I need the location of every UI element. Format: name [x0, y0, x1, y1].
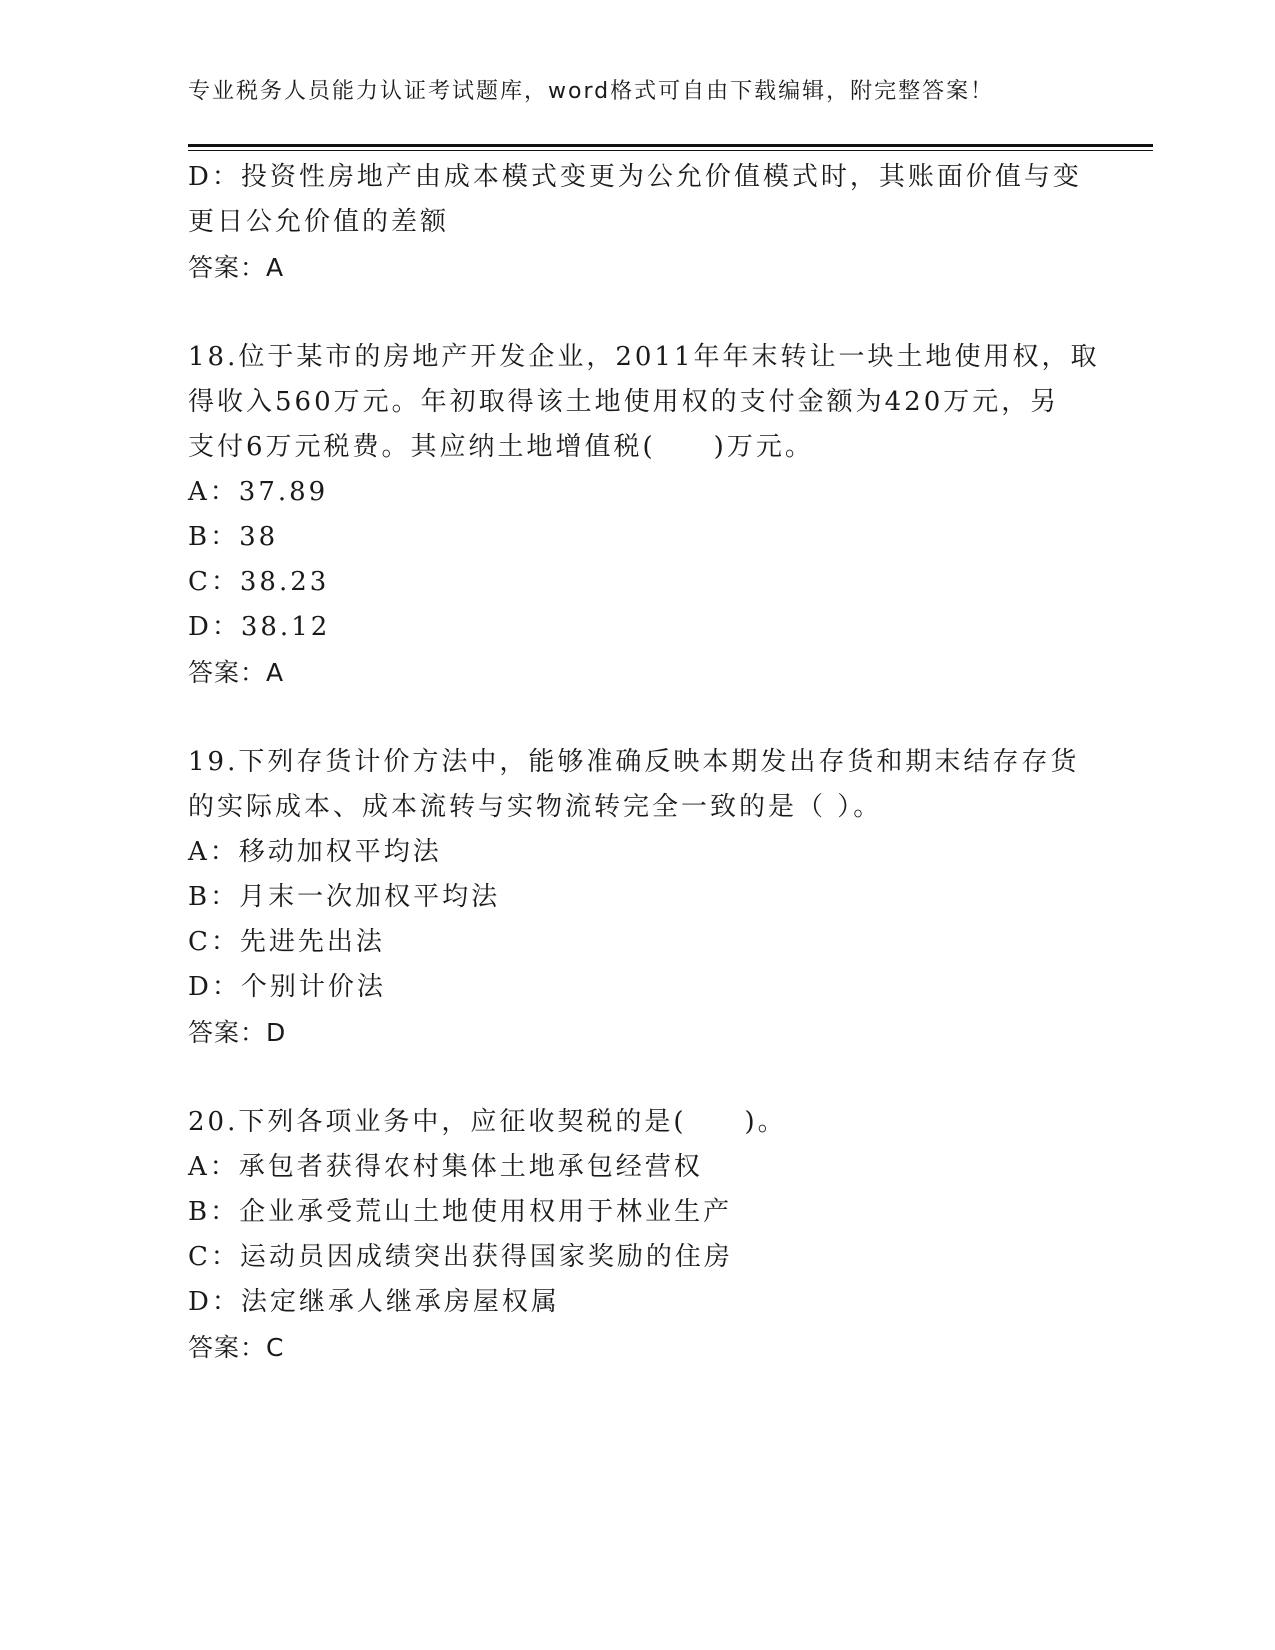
option-a: A：承包者获得农村集体土地承包经营权	[188, 1152, 703, 1182]
answer: 答案：D	[188, 1018, 287, 1047]
header-rule-thin	[188, 150, 1153, 151]
option-d: D：38.12	[188, 612, 331, 642]
option-a: A：移动加权平均法	[188, 837, 442, 867]
spacer	[188, 290, 1088, 335]
option-b: B：38	[188, 522, 279, 552]
header-rule-thick	[188, 144, 1153, 147]
option-c: C：先进先出法	[188, 927, 385, 957]
question-19	[188, 740, 1088, 1055]
option-d-line: D：投资性房地产由成本模式变更为公允价值模式时，其账面价值与变	[188, 162, 1082, 192]
option-b: B：企业承受荒山土地使用权用于林业生产	[188, 1197, 733, 1227]
option-a: A：37.89	[188, 477, 329, 507]
question-stem-line: 支付6万元税费。其应纳土地增值税( )万元。	[188, 432, 814, 462]
question-18	[188, 335, 1100, 695]
question-stem-line: 20.下列各项业务中，应征收契税的是( )。	[188, 1107, 787, 1137]
question-stem-line: 18.位于某市的房地产开发企业，2011年年末转让一块土地使用权，取	[188, 342, 1100, 372]
document-body	[188, 155, 1100, 1370]
question-20	[188, 1100, 1088, 1370]
question-stem-line: 19.下列存货计价方法中，能够准确反映本期发出存货和期末结存存货	[188, 747, 1080, 777]
option-d: D：个别计价法	[188, 972, 386, 1002]
option-d-line: 更日公允价值的差额	[188, 207, 450, 237]
option-c: C：运动员因成绩突出获得国家奖励的住房	[188, 1242, 733, 1272]
option-b: B：月末一次加权平均法	[188, 882, 501, 912]
spacer	[188, 695, 1088, 740]
answer: 答案：A	[188, 658, 285, 687]
answer: 答案：C	[188, 1333, 285, 1362]
spacer	[188, 1055, 1088, 1100]
answer: 答案：A	[188, 253, 285, 282]
question-stem-line: 的实际成本、成本流转与实物流转完全一致的是（ ）。	[188, 792, 883, 822]
option-c: C：38.23	[188, 567, 330, 597]
page-header: 专业税务人员能力认证考试题库，word格式可自由下载编辑，附完整答案！	[188, 79, 995, 104]
question-stem-line: 得收入560万元。年初取得该土地使用权的支付金额为420万元，另	[188, 387, 1060, 417]
option-d: D：法定继承人继承房屋权属	[188, 1287, 560, 1317]
